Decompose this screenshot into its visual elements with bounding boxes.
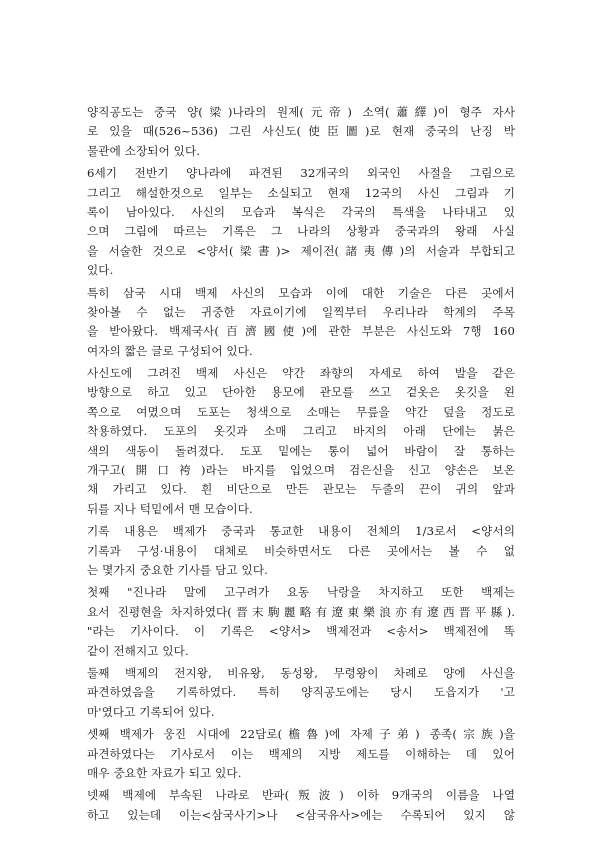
paragraph-fourth-point (87, 786, 515, 825)
text-line: 여자의 짧은 글로 구성되어 있다. (87, 343, 253, 358)
text-line: 마'였다고 기록되어 있다. (87, 704, 215, 719)
paragraph-description (87, 164, 515, 280)
text-line: 하고 있는데 이는<삼국사기>나 <삼국유사>에는 수록되어 있지 않 (87, 807, 515, 822)
text-line: 착용하였다. 도포의 옷깃과 소매 그리고 바지의 아래 단에는 붉은 (87, 424, 515, 439)
text-line: 채 가리고 있다. 흰 비단으로 만든 관모는 두줄의 끈이 귀의 앞과 (87, 482, 515, 497)
text-line: 첫째 "진나라 말에 고구려가 요동 낙랑을 차지하고 또한 백제는 (87, 585, 515, 600)
text-line: 록이 남아있다. 사신의 모습과 복식은 각국의 특색을 나타내고 있 (87, 204, 515, 219)
paragraph-first-point (87, 583, 515, 661)
text-line: 물관에 소장되어 있다. (87, 143, 201, 158)
text-line: 같이 전해지고 있다. (87, 643, 189, 658)
text-line: 찾아볼 수 없는 귀중한 자료이기에 일찍부터 우리나라 학계의 주목 (87, 304, 515, 319)
text-line: 방향으로 하고 있고 단아한 용모에 관모를 쓰고 겉옷은 옷깃을 왼 (87, 385, 515, 400)
paragraph-second-point (87, 664, 515, 722)
text-line: 기록 내용은 백제가 중국과 통교한 내용이 전체의 1/3로서 <양서의 (87, 524, 515, 539)
text-line: 매우 중요한 자료가 되고 있다. (87, 765, 242, 780)
paragraph-envoy-appearance (87, 364, 515, 519)
text-line: 파견하였다는 기사로서 이는 백제의 지방 제도를 이해하는 데 있어 (87, 746, 515, 761)
text-line: 양직공도는 중국 양(梁)나라의 원제(元帝) 소역(蕭繹)이 형주 자사 (87, 105, 515, 119)
paragraph-third-point (87, 725, 515, 783)
text-line: 있다. (87, 263, 114, 278)
text-line: 사신도에 그려진 백제 사신은 약간 좌향의 자세로 하여 발을 같은 (87, 366, 515, 381)
text-line: 기록과 구성·내용이 대체로 비슷하면서도 다른 곳에서는 볼 수 없 (87, 543, 515, 558)
paragraph-baekje-envoy (87, 284, 515, 362)
paragraph-record-content (87, 522, 515, 580)
text-line: 셋째 백제가 웅진 시대에 22담로(檐魯)에 자제子弟) 종족(宗族)을 (87, 727, 515, 742)
text-line: 넷째 백제에 부속된 나라로 반파(叛波) 이하 9개국의 이름을 나열 (87, 788, 515, 803)
text-line: 색의 색동이 돌려졌다. 도포 밑에는 통이 넓어 바람이 잘 통하는 (87, 443, 515, 458)
text-line: 을 받아왔다. 백제국사(百濟國使)에 관한 부분은 사신도와 7행 160 (87, 324, 515, 339)
text-line: 는 몇가지 중요한 기사를 담고 있다. (87, 562, 268, 577)
paragraph-origin (87, 103, 515, 161)
text-line: 로 있을 때(526~536) 그린 사신도(使臣圖)로 현재 중국의 난징 박 (87, 124, 515, 139)
text-line: 둘째 백제의 전지왕, 비유왕, 동성왕, 무령왕이 차례로 양에 사신을 (87, 665, 515, 680)
text-line: 파견하였음을 기록하였다. 특히 양직공도에는 당시 도읍지가 '고 (87, 685, 515, 700)
document-body (87, 103, 515, 828)
text-line: 뒤를 지나 턱밑에서 맨 모습이다. (87, 501, 253, 516)
text-line: 으며 그림에 따르는 기록은 그 나라의 상황과 중국과의 왕래 사실 (87, 224, 515, 239)
text-line: 그리고 해설한것으로 일부는 소실되고 현재 12국의 사신 그림과 기 (87, 185, 515, 200)
text-line: 6세기 전반기 양나라에 파견된 32개국의 외국인 사절을 그림으로 (87, 166, 515, 181)
text-line: 요서 진평현을 차지하였다(晋末駒麗略有遼東樂浪亦有遼西晋平縣). (87, 604, 515, 619)
text-line: 쪽으로 여몄으며 도포는 청색으로 소매는 무릎을 약간 덮을 정도로 (87, 404, 515, 419)
text-line: "라는 기사이다. 이 기록은 <양서> 백제전과 <송서> 백제전에 똑 (87, 624, 515, 639)
text-line: 특히 삼국 시대 백제 사신의 모습과 이에 대한 기술은 다른 곳에서 (87, 285, 515, 300)
text-line: 개구고(開口袴)라는 바지를 입었으며 검은신을 신고 양손은 보온 (87, 463, 515, 478)
text-line: 을 서술한 것으로 <양서(梁書)> 제이전(諸夷傳)의 서술과 부합되고 (87, 243, 515, 258)
